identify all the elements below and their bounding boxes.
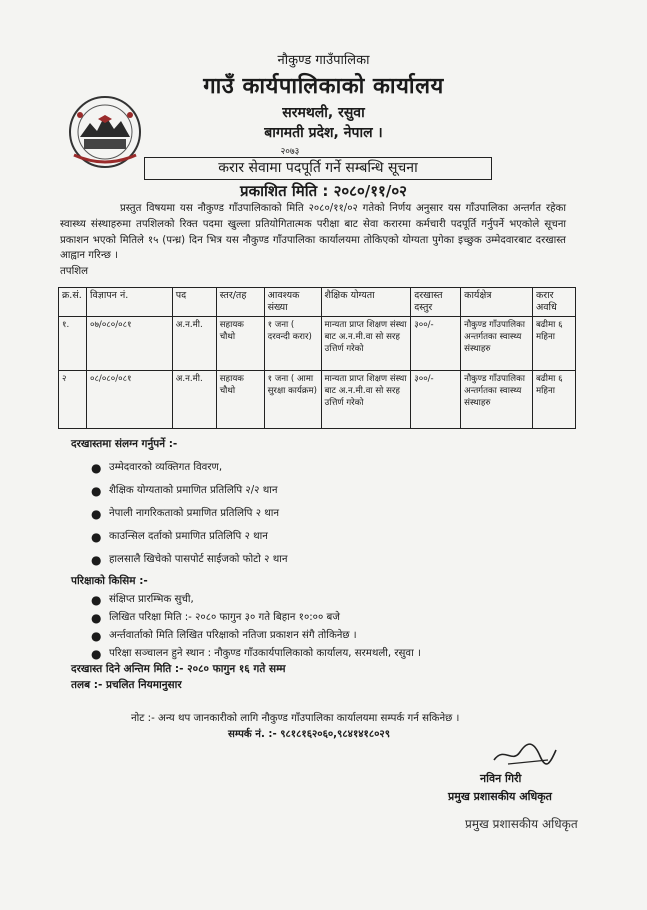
col-header: शैक्षिक योग्यता	[321, 288, 411, 317]
bullet-icon: ●	[91, 461, 102, 475]
municipality-name: नौकुण्ड गाउँपालिका	[277, 53, 370, 68]
list-item	[85, 483, 565, 506]
bullet-icon: ●	[91, 593, 102, 607]
bullet-icon: ●	[91, 530, 102, 544]
list-item	[85, 628, 565, 646]
table-header-row	[59, 288, 576, 317]
salary-info: तलब :- प्रचलित नियमानुसार	[71, 679, 182, 691]
table-cell: मान्यता प्राप्त शिक्षण संस्था बाट अ.न.मी.वा सो सरह उत्तिर्ण गरेको	[321, 317, 411, 371]
table-cell: सहायक चौथो	[216, 371, 264, 429]
col-header: दरखास्त दस्तुर	[411, 288, 461, 317]
list-item-text: परिक्षा सञ्चालन हुने स्थान : नौकुण्ड गाँउकार्यपालिकाको कार्यालय, सरमथली, रसुवा ।	[109, 648, 421, 659]
table-caption: तपशिल	[60, 266, 89, 278]
table-cell: नौकुण्ड गाँउपालिका अन्तर्गतका स्वास्थ्य संस्थाहरु	[461, 317, 533, 371]
list-item-text: नेपाली नागरिकताको प्रमाणित प्रतिलिपि २ थान	[109, 508, 280, 519]
notice-subject: करार सेवामा पदपूर्ति गर्ने सम्बन्धि सूचना	[144, 157, 492, 180]
exam-title: परिक्षाको किसिम :-	[71, 575, 148, 587]
table-cell: बढीमा ६ महिना	[533, 371, 576, 429]
list-item	[85, 506, 565, 529]
table-row	[59, 317, 576, 371]
table-cell: ०७/०८०/०८१	[86, 317, 172, 371]
list-item-text: हालसालै खिचेको पासपोर्ट साईजको फोटो २ थान	[109, 554, 288, 565]
table-cell: २	[59, 371, 87, 429]
signatory-name: नविन गिरी	[480, 772, 522, 785]
table-cell: ३००/-	[411, 317, 461, 371]
list-item-text: अर्न्तवार्ताको मिति लिखित परिक्षाको नतिजा प्रकाशन संगै तोकिनेछ ।	[109, 630, 357, 641]
signature	[490, 738, 560, 774]
list-item-text: संक्षिप्त प्रारम्भिक सुची,	[109, 594, 194, 605]
bullet-icon: ●	[91, 647, 102, 661]
bullet-icon: ●	[91, 629, 102, 643]
list-item-text: काउन्सिल दर्ताको प्रमाणित प्रतिलिपि २ थान	[109, 531, 268, 542]
bullet-icon: ●	[91, 484, 102, 498]
office-location: सरमथली, रसुवा	[282, 105, 365, 121]
list-item	[85, 552, 565, 575]
col-header: आवश्यक संख्या	[264, 288, 321, 317]
intro-text: प्रस्तुत विषयमा यस नौकुण्ड गाँउपालिकाको मिति २०८०/११/०२ गतेको निर्णय अनुसार यस गाँउपालिका अन्तर्गत रहेका स्वास्थ्य संस्थाहरुमा तपशिलको रिक्त पदमा खुल्ला प्रतियोगितात्मक परीक्षा बाट सेवा करारमा कर्मचारी पदपूर्ति गर्नुपर्ने भएकोले सूचना प्रकाशन भएको मितिले १५ (पन्ध्र) दिन भित्र यस नौकुण्ड गाँउपालिका कार्यालयमा तोकिएको योग्यता पुगेका इच्छुक उम्मेदवारबाट दरखास्त आह्वान गरिन्छ ।	[60, 203, 566, 262]
list-item	[85, 460, 565, 483]
col-header: स्तर/तह	[216, 288, 264, 317]
official-stamp: प्रमुख प्रशासकीय अधिकृत	[465, 817, 578, 831]
established-year: २०७३	[280, 147, 300, 157]
documents-title: दरखास्तमा संलग्न गर्नुपर्ने :-	[71, 438, 178, 450]
province-name: बागमती प्रदेश, नेपाल ।	[264, 125, 383, 141]
table-cell: बढीमा ६ महिना	[533, 317, 576, 371]
contact-note: नोट :- अन्य थप जानकारीको लागि नौकुण्ड गाँउपालिका कार्यालयमा सम्पर्क गर्न सकिनेछ ।	[131, 713, 460, 724]
list-item-text: लिखित परिक्षा मिति :- २०८० फागुन ३० गते बिहान १०:०० बजे	[109, 612, 340, 623]
signatory-title: प्रमुख प्रशासकीय अधिकृत	[448, 790, 552, 803]
col-header: पद	[172, 288, 216, 317]
table-cell: नौकुण्ड गाँउपालिका अन्तर्गतका स्वास्थ्य संस्थाहरु	[461, 371, 533, 429]
documents-list	[85, 460, 565, 575]
col-header: विज्ञापन नं.	[86, 288, 172, 317]
table-cell: १ जना ( आमा सुरक्षा कार्यक्रम)	[264, 371, 321, 429]
contact-phone: सम्पर्क नं. :- ९८१८१६२०६०,९८४१४१८०२९	[228, 729, 391, 740]
col-header: कार्यक्षेत्र	[461, 288, 533, 317]
list-item	[85, 610, 565, 628]
vacancy-table	[58, 287, 576, 429]
col-header: करार अवधि	[533, 288, 576, 317]
bullet-icon: ●	[91, 611, 102, 625]
list-item-text: शैक्षिक योग्यताको प्रमाणित प्रतिलिपि २/२ थान	[109, 485, 278, 496]
table-cell: १ जना ( दरवन्दी करार)	[264, 317, 321, 371]
col-header: क्र.सं.	[59, 288, 87, 317]
table-cell: अ.न.मी.	[172, 371, 216, 429]
table-cell: ०८/०८०/०८१	[86, 371, 172, 429]
table-cell: १.	[59, 317, 87, 371]
table-cell: ३००/-	[411, 371, 461, 429]
exam-list	[85, 592, 565, 664]
list-item	[85, 592, 565, 610]
application-deadline: दरखास्त दिने अन्तिम मिति :- २०८० फागुन १६ गते सम्म	[71, 663, 286, 675]
intro-paragraph	[60, 201, 566, 280]
bullet-icon: ●	[91, 507, 102, 521]
office-title: गाउँ कार्यपालिकाको कार्यालय	[203, 74, 444, 99]
table-cell: मान्यता प्राप्त शिक्षण संस्था बाट अ.न.मी.वा सो सरह उत्तिर्ण गरेको	[321, 371, 411, 429]
table-cell: अ.न.मी.	[172, 317, 216, 371]
list-item-text: उम्मेदवारको व्यक्तिगत विवरण,	[109, 462, 223, 473]
list-item	[85, 529, 565, 552]
published-date: प्रकाशित मिति : २०८०/११/०२	[240, 182, 407, 200]
bullet-icon: ●	[91, 553, 102, 567]
table-row	[59, 371, 576, 429]
table-cell: सहायक चौथो	[216, 317, 264, 371]
